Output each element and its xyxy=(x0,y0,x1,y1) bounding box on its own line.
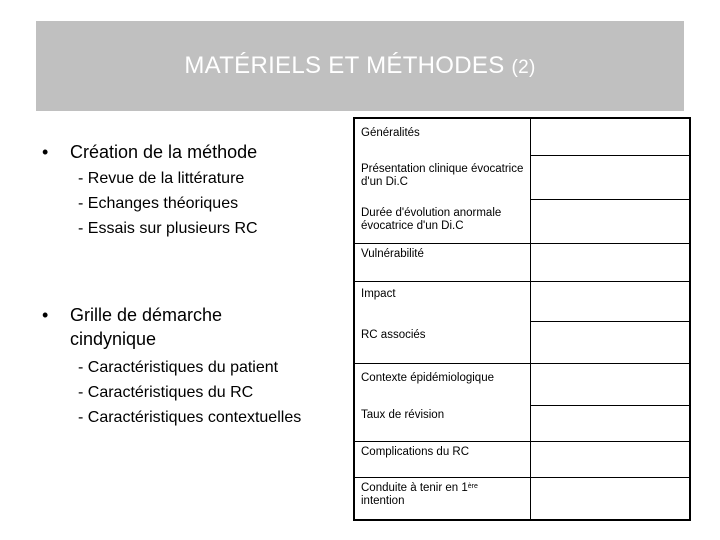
cindynic-grid-table xyxy=(353,117,691,521)
table-row xyxy=(354,243,690,281)
bullet-title: Création de la méthode xyxy=(70,142,258,162)
bullet-title-line2: cindynique xyxy=(70,329,157,349)
grid-label xyxy=(354,477,531,520)
sub-list-creation xyxy=(78,166,258,241)
sub-item: - Essais sur plusieurs RC xyxy=(78,220,258,237)
grid-value-cell xyxy=(531,321,691,363)
grid-value-cell xyxy=(531,118,691,155)
grid-label-superscript: ère xyxy=(467,482,478,490)
grid-label: Vulnérabilité xyxy=(354,243,531,281)
table-row xyxy=(354,155,690,199)
grid-label: Taux de révision xyxy=(354,405,531,441)
grid-value-cell xyxy=(531,477,691,520)
grid-value-cell xyxy=(531,405,691,441)
grid-value-cell xyxy=(531,363,691,405)
slide-header xyxy=(36,21,684,111)
table-row xyxy=(354,118,690,155)
grid-value-cell xyxy=(531,281,691,321)
sub-item: - Revue de la littérature xyxy=(78,170,245,187)
table-row xyxy=(354,321,690,363)
table-row xyxy=(354,477,690,520)
grid-label: Impact xyxy=(354,281,531,321)
grid-label: Complications du RC xyxy=(354,441,531,477)
grid-label-main: Conduite à tenir en 1 xyxy=(361,481,468,494)
slide-title-number: (2) xyxy=(511,57,536,78)
sub-item: - Caractéristiques du patient xyxy=(78,359,279,376)
slide-title xyxy=(184,52,535,80)
grid-label: Présentation clinique évocatrice d'un Di.C xyxy=(354,155,531,199)
table-row xyxy=(354,281,690,321)
sub-list-grille xyxy=(78,355,301,430)
grid-value-cell xyxy=(531,155,691,199)
grid-label-tail: intention xyxy=(361,494,405,507)
grid-label: Généralités xyxy=(354,118,531,155)
table-row xyxy=(354,441,690,477)
table-row xyxy=(354,363,690,405)
slide-title-main: MATÉRIELS ET MÉTHODES xyxy=(184,52,505,79)
grid-value-cell xyxy=(531,441,691,477)
grid-label: Durée d'évolution anormale évocatrice d'un Di.C xyxy=(354,199,531,243)
bullet-title-line1: Grille de démarche xyxy=(70,305,223,325)
grid-label: Contexte épidémiologique xyxy=(354,363,531,405)
grid-label: RC associés xyxy=(354,321,531,363)
table-row xyxy=(354,199,690,243)
bullet-dot-icon: • xyxy=(42,142,49,162)
sub-item: - Caractéristiques du RC xyxy=(78,384,254,401)
sub-item: - Caractéristiques contextuelles xyxy=(78,409,302,426)
sub-item: - Echanges théoriques xyxy=(78,195,239,212)
grid-value-cell xyxy=(531,243,691,281)
table-row xyxy=(354,405,690,441)
grid-value-cell xyxy=(531,199,691,243)
bullet-dot-icon: • xyxy=(42,305,49,325)
